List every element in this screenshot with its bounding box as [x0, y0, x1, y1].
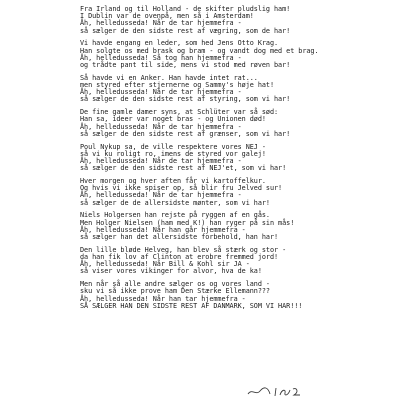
lyric-line: Han sa, ideer var noget bras - og Unionen død! — [80, 115, 266, 124]
lyric-line: Så havde vi en Anker. Han havde intet rat... — [80, 73, 258, 82]
lyric-line: så sælger de den sidste rest af grænser, som vi har! — [80, 129, 291, 138]
lyric-line: og trådte pant til side, mens vi stod med røven bar! — [80, 61, 291, 70]
lyric-line: Poul Nykup sa, de ville respektere vores NEJ - — [80, 142, 266, 151]
lyric-line: Åh, helledusseda! Når de tar hjemmefra - — [80, 88, 242, 97]
lyric-line: Åh, helledusseda! Når Bill & Kohl sir JA - — [80, 260, 250, 269]
handwritten-scribble — [244, 384, 304, 398]
lyric-line: Og hvis vi ikke spiser op, så blir fru Jelved sur! — [80, 184, 283, 193]
scan-edge — [386, 0, 400, 400]
lyric-line: Åh, helledusseda! Når de tar hjemmefra - — [80, 19, 242, 28]
lyric-line: Den lille bløde Helveg, han blev så stærk og stor - — [80, 245, 287, 254]
verse-7 — [80, 212, 380, 241]
verse-3 — [80, 75, 380, 104]
lyric-line: så sælger de den sidste rest af NEJ'et, som vi har! — [80, 164, 287, 173]
lyric-line: Hver morgen og hver aften får vi kartoffelkur. — [80, 177, 266, 186]
lyric-line: SÅ SÆLGER HAN DEN SIDSTE REST AF DANMARK, SOM VI HAR!!! — [80, 301, 303, 310]
verse-1 — [80, 6, 380, 35]
lyric-line: men styred efter stjernerne og Sammy's høje hat! — [80, 81, 275, 90]
verse-4 — [80, 109, 380, 138]
lyric-line: De fine gamle damer syns, at Schlüter var så sød: — [80, 108, 279, 117]
lyric-line: sku vi så ikke prove ham Den Stærke Ellemann??? — [80, 287, 270, 296]
lyric-line: så sælger de de allersidste mønter, som vi har! — [80, 198, 270, 207]
lyric-line: I Dublin var de ovenpå, men så i Amsterdam! — [80, 12, 254, 21]
lyric-line: så sælger han det allersidste forbehold, han har! — [80, 233, 279, 242]
lyric-line: Men når så alle andre sælger os og vores land - — [80, 280, 270, 289]
lyric-line: Åh, helledusseda! Så tog han hjemmefra - — [80, 53, 242, 62]
lyric-line: Vi havde engang en leder, som hed Jens Otto Krag. — [80, 39, 279, 48]
verse-9 — [80, 281, 380, 310]
verse-6 — [80, 178, 380, 207]
verse-2 — [80, 40, 380, 69]
lyric-line: Åh, helledusseda! Når de tar hjemmefra - — [80, 157, 242, 166]
lyric-line: så viser vores vikinger for alvor, hva de ka! — [80, 267, 262, 276]
lyric-line: Niels Holgersen han rejste på ryggen af en gås. — [80, 211, 270, 220]
lyric-line: så sælger de den sidste rest af styring, som vi har! — [80, 95, 291, 104]
verse-8 — [80, 247, 380, 276]
lyric-line: da han fik lov af Clinton at erobre fremmed jord! — [80, 253, 279, 262]
song-lyrics — [80, 6, 380, 316]
lyric-line: Åh, helledusseda! Når han går hjemmefra - — [80, 225, 246, 234]
verse-5 — [80, 144, 380, 173]
lyric-line: så sælger de den sidste rest af vægring, som de har! — [80, 26, 291, 35]
lyric-line: Åh, helledusseda! Når de tar hjemmefra - — [80, 122, 242, 131]
lyric-line: Fra Irland og til Holland - de skifter pludslig ham! — [80, 5, 291, 13]
lyric-line: Åh, helledusseda! Når de tar hjemmefra - — [80, 191, 242, 200]
lyric-line: så vi ku roligt ro, imens de styred vor galej! — [80, 149, 266, 158]
lyric-line: Han solgte os med brask og bram - og vandt dog med et brag. — [80, 46, 319, 55]
lyric-line: Åh, helledusseda! Når han tar hjemmefra - — [80, 294, 246, 303]
lyric-line: Men Holger Nielsen (ham med K!) han ryger på sin mås! — [80, 218, 295, 227]
